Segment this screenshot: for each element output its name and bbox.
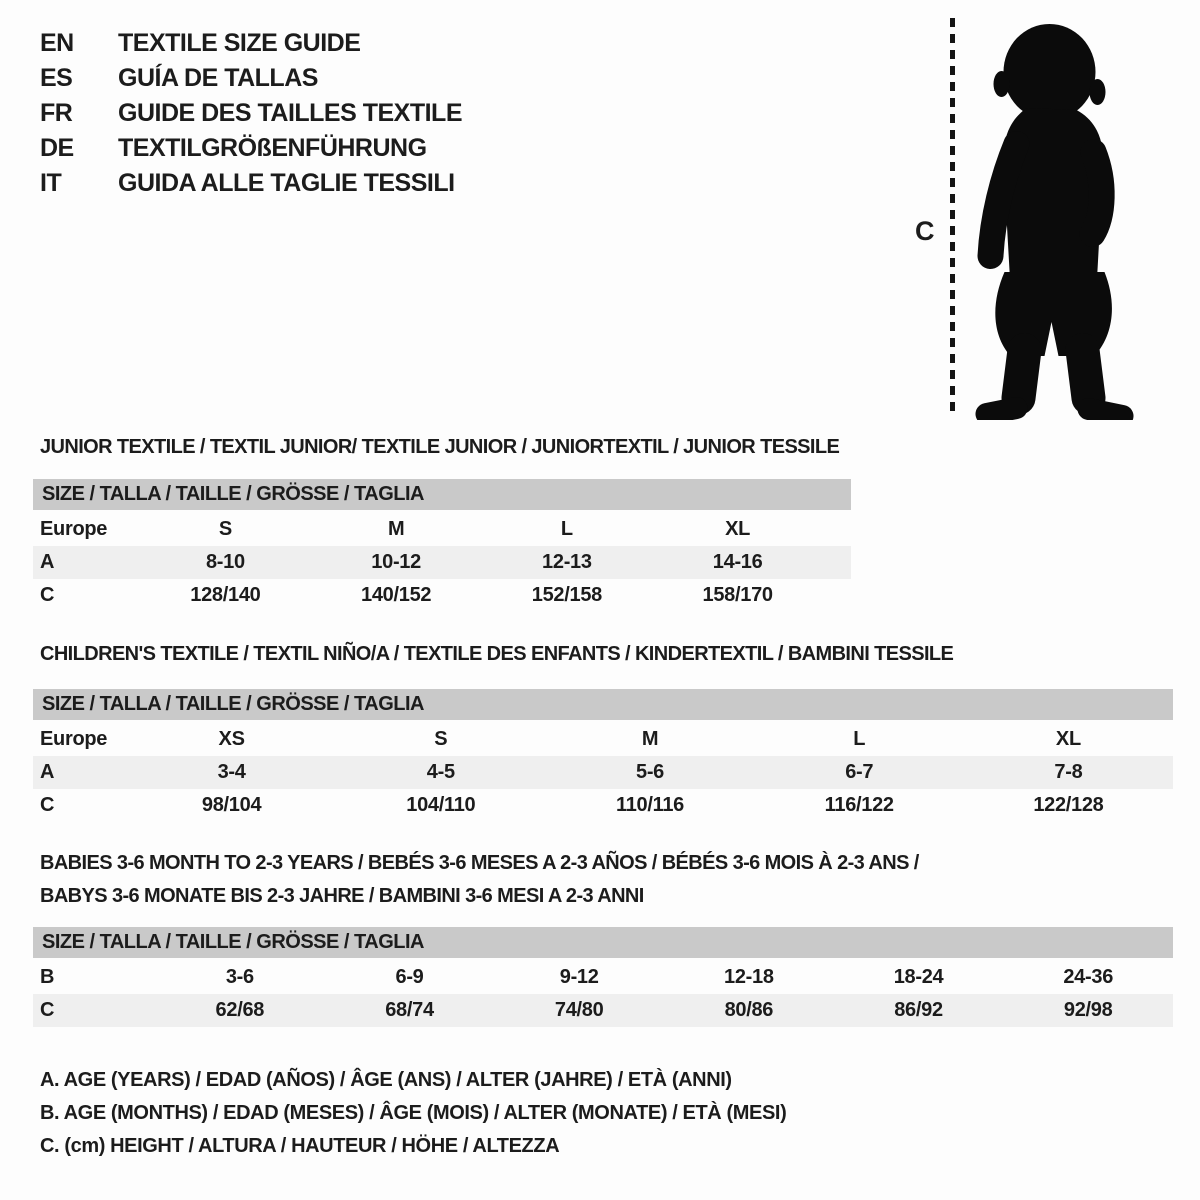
footnote-legend bbox=[40, 1064, 786, 1163]
row-label: Europe bbox=[40, 518, 108, 540]
guide-title: TEXTILGRÖßENFÜHRUNG bbox=[118, 134, 427, 162]
age-cell: 7-8 bbox=[1054, 761, 1083, 783]
age-cell: 12-18 bbox=[724, 966, 774, 988]
table-row bbox=[33, 723, 1173, 756]
table-row bbox=[33, 789, 1173, 822]
table-title-line1: BABIES 3-6 MONTH TO 2-3 YEARS / BEBÉS 3-6 MESES A 2-3 AÑOS / BÉBÉS 3-6 MOIS À 2-3 ANS / bbox=[40, 852, 919, 874]
language-code: FR bbox=[40, 99, 73, 127]
age-cell: 6-7 bbox=[845, 761, 874, 783]
guide-title: GUIDA ALLE TAGLIE TESSILI bbox=[118, 169, 455, 197]
height-cell: 110/116 bbox=[616, 794, 684, 816]
age-cell: 18-24 bbox=[893, 966, 944, 988]
height-figure bbox=[905, 14, 1155, 424]
age-cell: 8-10 bbox=[205, 551, 245, 573]
size-header-bar: SIZE / TALLA / TAILLE / GRÖSSE / TAGLIA bbox=[33, 479, 851, 510]
height-cell: 140/152 bbox=[361, 584, 432, 606]
size-cell: L bbox=[853, 728, 866, 750]
height-cell: 74/80 bbox=[554, 999, 604, 1021]
height-cell: 98/104 bbox=[201, 794, 262, 816]
babies-textile-table bbox=[33, 847, 1173, 1027]
footnote-c: C. (cm) HEIGHT / ALTURA / HAUTEUR / HÖHE / ALTEZZA bbox=[40, 1135, 560, 1157]
row-label: Europe bbox=[40, 728, 108, 750]
table-row bbox=[33, 579, 851, 612]
size-header-bar: SIZE / TALLA / TAILLE / GRÖSSE / TAGLIA bbox=[33, 689, 1173, 720]
age-cell: 3-6 bbox=[225, 966, 254, 988]
height-cell: 68/74 bbox=[385, 999, 434, 1021]
row-label: A bbox=[40, 761, 55, 783]
size-cell: XL bbox=[1055, 728, 1081, 750]
guide-title: GUIDE DES TAILLES TEXTILE bbox=[118, 99, 463, 127]
age-cell: 5-6 bbox=[636, 761, 665, 783]
size-cell: S bbox=[434, 728, 448, 750]
age-cell: 14-16 bbox=[712, 551, 763, 573]
measure-label-c: C bbox=[915, 216, 935, 246]
height-cell: 122/128 bbox=[1033, 794, 1104, 816]
language-code: EN bbox=[40, 29, 74, 57]
size-cell: XS bbox=[218, 728, 245, 750]
row-label: A bbox=[40, 551, 55, 573]
age-cell: 6-9 bbox=[395, 966, 424, 988]
childrens-textile-table bbox=[33, 641, 1173, 822]
age-cell: 4-5 bbox=[426, 761, 455, 783]
height-cell: 116/122 bbox=[824, 794, 894, 816]
table-row bbox=[33, 994, 1173, 1027]
language-code: ES bbox=[40, 64, 73, 92]
language-code: DE bbox=[40, 134, 74, 162]
age-cell: 3-4 bbox=[217, 761, 246, 783]
language-list bbox=[40, 26, 462, 201]
junior-textile-table bbox=[33, 434, 851, 612]
table-title-line2: BABYS 3-6 MONATE BIS 2-3 JAHRE / BAMBINI 3-6 MESI A 2-3 ANNI bbox=[40, 885, 644, 907]
footnote-b: B. AGE (MONTHS) / EDAD (MESES) / ÂGE (MOIS) / ALTER (MONATE) / ETÀ (MESI) bbox=[40, 1102, 787, 1124]
age-cell: 24-36 bbox=[1063, 966, 1114, 988]
age-cell: 12-13 bbox=[542, 551, 592, 573]
size-cell: S bbox=[218, 518, 232, 540]
row-label: B bbox=[40, 966, 55, 988]
height-cell: 86/92 bbox=[894, 999, 943, 1021]
language-row bbox=[40, 166, 462, 201]
size-header-bar: SIZE / TALLA / TAILLE / GRÖSSE / TAGLIA bbox=[33, 927, 1173, 958]
table-row bbox=[33, 756, 1173, 789]
height-cell: 104/110 bbox=[406, 794, 476, 816]
height-cell: 62/68 bbox=[215, 999, 265, 1021]
height-cell: 152/158 bbox=[531, 584, 602, 606]
height-cell: 158/170 bbox=[702, 584, 773, 606]
height-cell: 92/98 bbox=[1063, 999, 1113, 1021]
size-cell: M bbox=[387, 518, 405, 540]
table-title: JUNIOR TEXTILE / TEXTIL JUNIOR/ TEXTILE JUNIOR / JUNIORTEXTIL / JUNIOR TESSILE bbox=[40, 436, 840, 458]
height-measure-dashed-line bbox=[950, 18, 955, 416]
size-cell: L bbox=[560, 518, 573, 540]
size-cell: M bbox=[641, 728, 659, 750]
language-row bbox=[40, 131, 462, 166]
language-row bbox=[40, 61, 462, 96]
table-row bbox=[33, 961, 1173, 994]
age-cell: 10-12 bbox=[371, 551, 421, 573]
language-row bbox=[40, 26, 462, 61]
age-cell: 9-12 bbox=[559, 966, 599, 988]
guide-title: GUÍA DE TALLAS bbox=[118, 64, 318, 92]
table-title: CHILDREN'S TEXTILE / TEXTIL NIÑO/A / TEXTILE DES ENFANTS / KINDERTEXTIL / BAMBINI TESSILE bbox=[40, 643, 954, 665]
language-row bbox=[40, 96, 462, 131]
table-row bbox=[33, 513, 851, 546]
row-label: C bbox=[40, 584, 55, 606]
row-label: C bbox=[40, 794, 55, 816]
row-label: C bbox=[40, 999, 55, 1021]
height-cell: 128/140 bbox=[190, 584, 261, 606]
toddler-silhouette-image bbox=[963, 20, 1141, 420]
guide-title: TEXTILE SIZE GUIDE bbox=[118, 29, 361, 57]
table-row bbox=[33, 546, 851, 579]
language-code: IT bbox=[40, 169, 62, 197]
footnote-a: A. AGE (YEARS) / EDAD (AÑOS) / ÂGE (ANS) / ALTER (JAHRE) / ETÀ (ANNI) bbox=[40, 1069, 732, 1091]
table-title-block bbox=[33, 847, 1173, 913]
size-cell: XL bbox=[725, 518, 751, 540]
height-cell: 80/86 bbox=[724, 999, 774, 1021]
